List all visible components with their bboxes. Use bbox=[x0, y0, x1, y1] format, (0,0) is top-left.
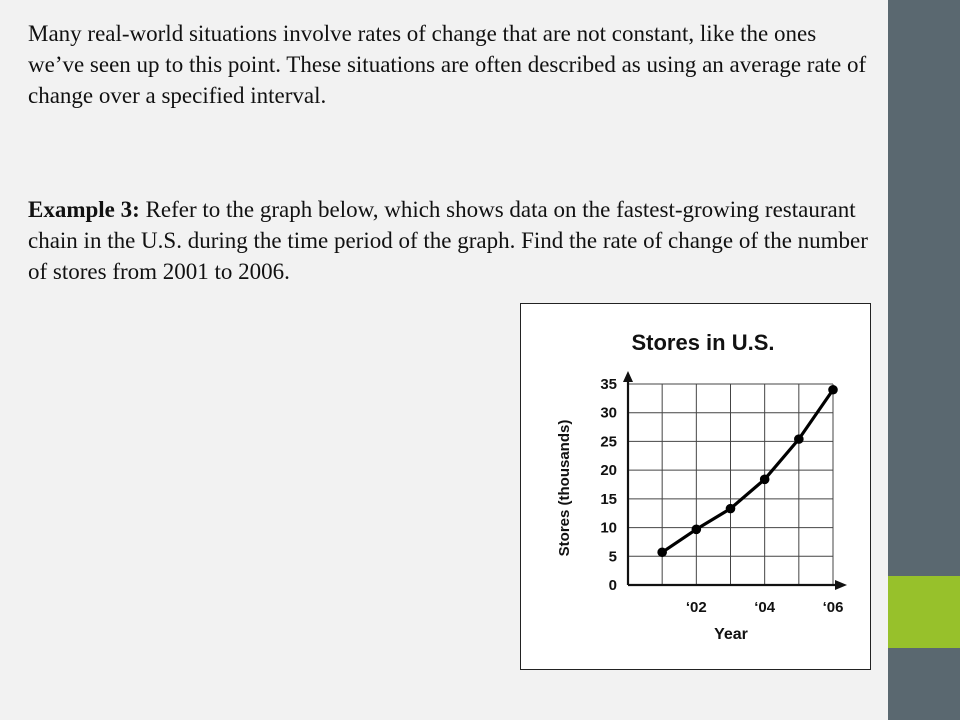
chart-title: Stores in U.S. bbox=[631, 330, 775, 355]
y-tick-label: 35 bbox=[600, 376, 617, 393]
intro-paragraph: Many real-world situations involve rates of change that are not constant, like the ones we’ve seen up to this point. These situations are often described as using an average rate of change over a specified interval. bbox=[28, 21, 867, 108]
y-tick-label: 25 bbox=[600, 433, 617, 451]
data-point bbox=[692, 524, 702, 534]
y-tick-label: 0 bbox=[608, 577, 617, 594]
data-point bbox=[794, 434, 804, 444]
x-axis-label: Year bbox=[714, 626, 748, 643]
data-point bbox=[726, 504, 736, 514]
stores-chart bbox=[520, 303, 871, 670]
x-tick-label: ‘06 bbox=[822, 599, 844, 616]
y-tick-label: 20 bbox=[600, 462, 617, 480]
data-point bbox=[828, 385, 838, 395]
y-tick-label: 30 bbox=[600, 404, 617, 422]
x-tick-label: ‘02 bbox=[685, 599, 707, 616]
chart-svg bbox=[521, 304, 869, 668]
data-point bbox=[657, 547, 667, 557]
y-tick-label: 10 bbox=[600, 519, 617, 537]
y-tick-label: 5 bbox=[608, 548, 617, 566]
y-axis-label: Stores (thousands) bbox=[556, 419, 573, 557]
data-point bbox=[760, 475, 770, 485]
example-paragraph bbox=[28, 194, 878, 287]
y-tick-label: 15 bbox=[600, 490, 617, 508]
plot-layer bbox=[600, 371, 847, 616]
x-axis-arrow bbox=[835, 580, 847, 590]
slide-sidebar-accent bbox=[888, 576, 960, 648]
example-body: Refer to the graph below, which shows data on the fastest-growing restaurant chain in the U.S. during the time period of the graph. Find the rate of change of the number of stores from 2001 to 2006. bbox=[28, 197, 868, 284]
y-axis-arrow bbox=[623, 371, 633, 382]
example-label: Example 3: bbox=[28, 197, 140, 222]
x-tick-label: ‘04 bbox=[754, 599, 776, 616]
